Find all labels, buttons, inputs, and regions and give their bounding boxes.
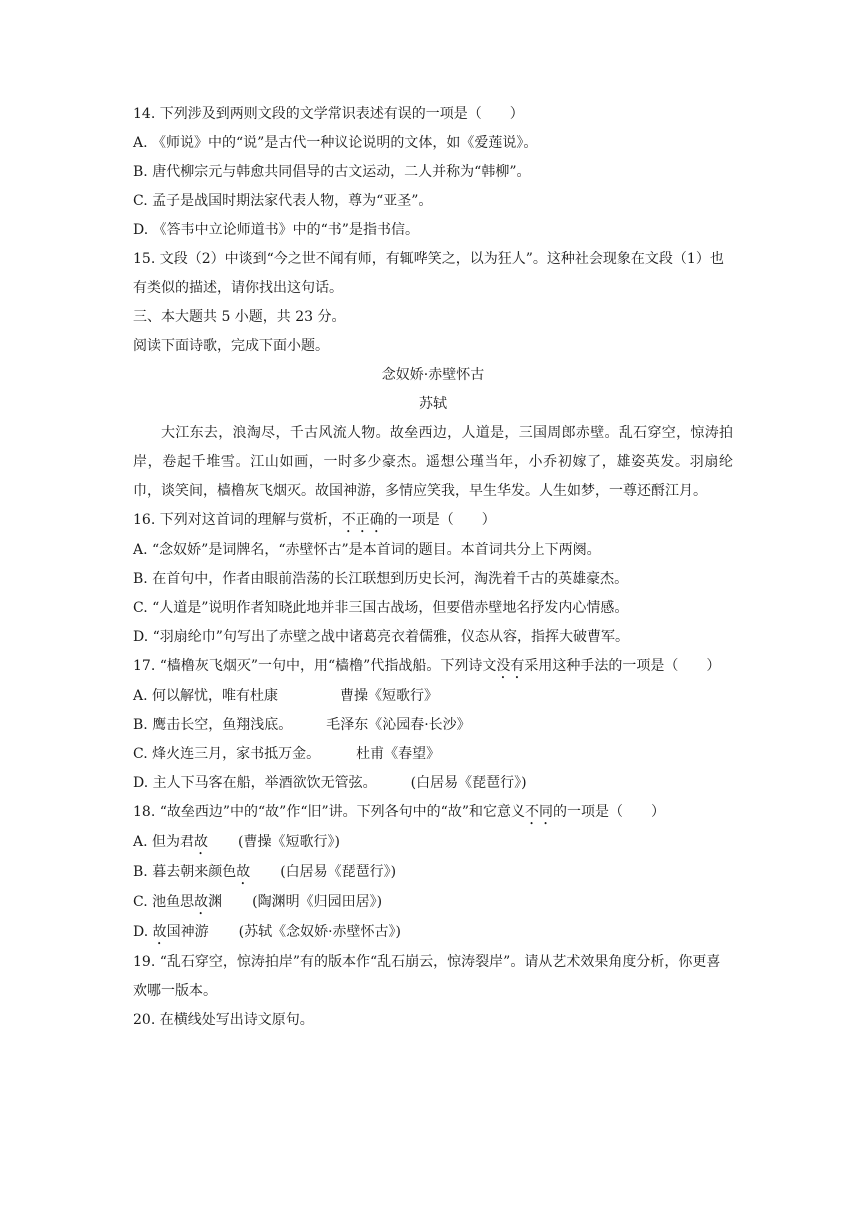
q17-option-c-source: 杜甫《春望》	[356, 746, 441, 762]
q17-option-c-text: C. 烽火连三月，家书抵万金。	[133, 746, 321, 762]
q18-option-a-emphasis: 故	[194, 834, 209, 850]
q18-option-a	[133, 828, 733, 858]
q14-option-c: C. 孟子是战国时期法家代表人物，尊为“亚圣”。	[133, 193, 433, 209]
q18-stem-post: 的一项是（ ）	[552, 804, 665, 820]
q18-option-b	[133, 858, 733, 888]
q18-option-b-source: (白居易《琵琶行》)	[280, 864, 397, 880]
q17-option-d-source: (白居易《琵琶行》)	[410, 775, 527, 791]
q18-option-d-emphasis: 故	[152, 924, 167, 940]
q17-option-c	[133, 740, 733, 769]
q17-option-a	[133, 682, 733, 711]
q18-option-a-pre: A. 但为君	[133, 834, 195, 850]
q16-option-d: D. “羽扇纶巾”句写出了赤壁之战中诸葛亮衣着儒雅，仪态从容，指挥大破曹军。	[133, 629, 629, 645]
q15-stem: 15. 文段（2）中谈到“今之世不闻有师，有辄哗笑之，以为狂人”。这种社会现象在文段（1）也有类似的描述，请你找出这句话。	[133, 251, 724, 296]
q14-option-a: A. 《师说》中的“说”是古代一种议论说明的文体，如《爱莲说》。	[133, 135, 538, 151]
section-3-instruction: 阅读下面诗歌，完成下面小题。	[133, 338, 329, 354]
q17-stem-emphasis: 没有	[496, 658, 525, 674]
q19-stem: 19. “乱石穿空，惊涛拍岸”有的版本作“乱石崩云，惊涛裂岸”。请从艺术效果角度分析，你更喜欢哪一版本。	[133, 954, 721, 999]
q16-option-a: A. “念奴娇”是词牌名，“赤壁怀古”是本首词的题目。本首词共分上下两阕。	[133, 542, 601, 558]
q18-option-d-pre: D.	[133, 924, 153, 940]
q18-option-c-pre: C. 池鱼思	[133, 894, 195, 910]
q18-option-a-source: (曹操《短歌行》)	[238, 834, 340, 850]
q17-option-b	[133, 711, 733, 740]
q16-stem-pre: 16. 下列对这首词的理解与赏析，	[133, 512, 342, 528]
q17-option-a-source: 曹操《短歌行》	[340, 688, 439, 704]
q18-option-d-source: (苏轼《念奴娇·赤壁怀古》)	[238, 924, 402, 940]
q18-stem	[133, 798, 733, 828]
q18-option-c-source: (陶渊明《归园田居》)	[252, 894, 383, 910]
q16-stem-post: 的一项是（ ）	[383, 512, 496, 528]
q14-option-d: D. 《答韦中立论师道书》中的“书”是指书信。	[133, 222, 419, 238]
q16-option-c: C. “人道是”说明作者知晓此地并非三国古战场，但要借赤壁地名抒发内心情感。	[133, 600, 629, 616]
q17-option-b-source: 毛泽东《沁园春·长沙》	[326, 717, 471, 733]
q18-option-d-post: 国神游	[166, 924, 209, 940]
poem-title: 念奴娇·赤壁怀古	[381, 367, 485, 383]
q18-stem-emphasis: 不同	[524, 804, 553, 820]
q17-option-a-text: A. 何以解忧，唯有杜康	[133, 688, 279, 704]
q18-option-b-pre: B. 暮去朝来颜色	[133, 864, 237, 880]
q18-stem-pre: 18. “故垒西边”中的“故”作“旧”讲。下列各句中的“故”和它意义	[133, 804, 525, 820]
q18-option-d	[133, 918, 733, 948]
q17-stem	[133, 652, 733, 682]
q17-option-d-text: D. 主人下马客在船，举酒欲饮无管弦。	[133, 775, 377, 791]
section-3-heading: 三、本大题共 5 小题，共 23 分。	[133, 309, 346, 325]
q17-stem-pre: 17. “樯橹灰飞烟灭”一句中，用“樯橹”代指战船。下列诗文	[133, 658, 497, 674]
q16-stem-emphasis: 不正确	[341, 512, 384, 528]
q18-option-c-emphasis: 故	[194, 894, 209, 910]
q17-stem-post: 采用这种手法的一项是（ ）	[524, 658, 721, 674]
poem-author: 苏轼	[419, 396, 447, 412]
q16-option-b: B. 在首句中，作者由眼前浩荡的长江联想到历史长河，淘洗着千古的英雄豪杰。	[133, 571, 629, 587]
q17-option-b-text: B. 鹰击长空，鱼翔浅底。	[133, 717, 293, 733]
q14-option-b: B. 唐代柳宗元与韩愈共同倡导的古文运动，二人并称为“韩柳”。	[133, 164, 531, 180]
q14-stem: 14. 下列涉及到两则文段的文学常识表述有误的一项是（ ）	[133, 106, 524, 122]
q17-option-d	[133, 769, 733, 798]
q18-option-c	[133, 888, 733, 918]
poem-body: 大江东去，浪淘尽，千古风流人物。故垒西边，人道是，三国周郎赤壁。乱石穿空，惊涛拍岸，卷起千堆雪。江山如画，一时多少豪杰。遥想公瑾当年，小乔初嫁了，雄姿英发。羽扇纶巾，谈笑间，樯橹灰飞烟灭。故国神游，多情应笑我，早生华发。人生如梦，一尊还酹江月。	[133, 425, 733, 499]
q18-option-c-post: 渊	[208, 894, 223, 910]
q18-option-b-emphasis: 故	[236, 864, 251, 880]
q20-stem: 20. 在横线处写出诗文原句。	[133, 1012, 314, 1028]
document-body	[133, 100, 733, 1035]
q16-stem	[133, 506, 733, 536]
